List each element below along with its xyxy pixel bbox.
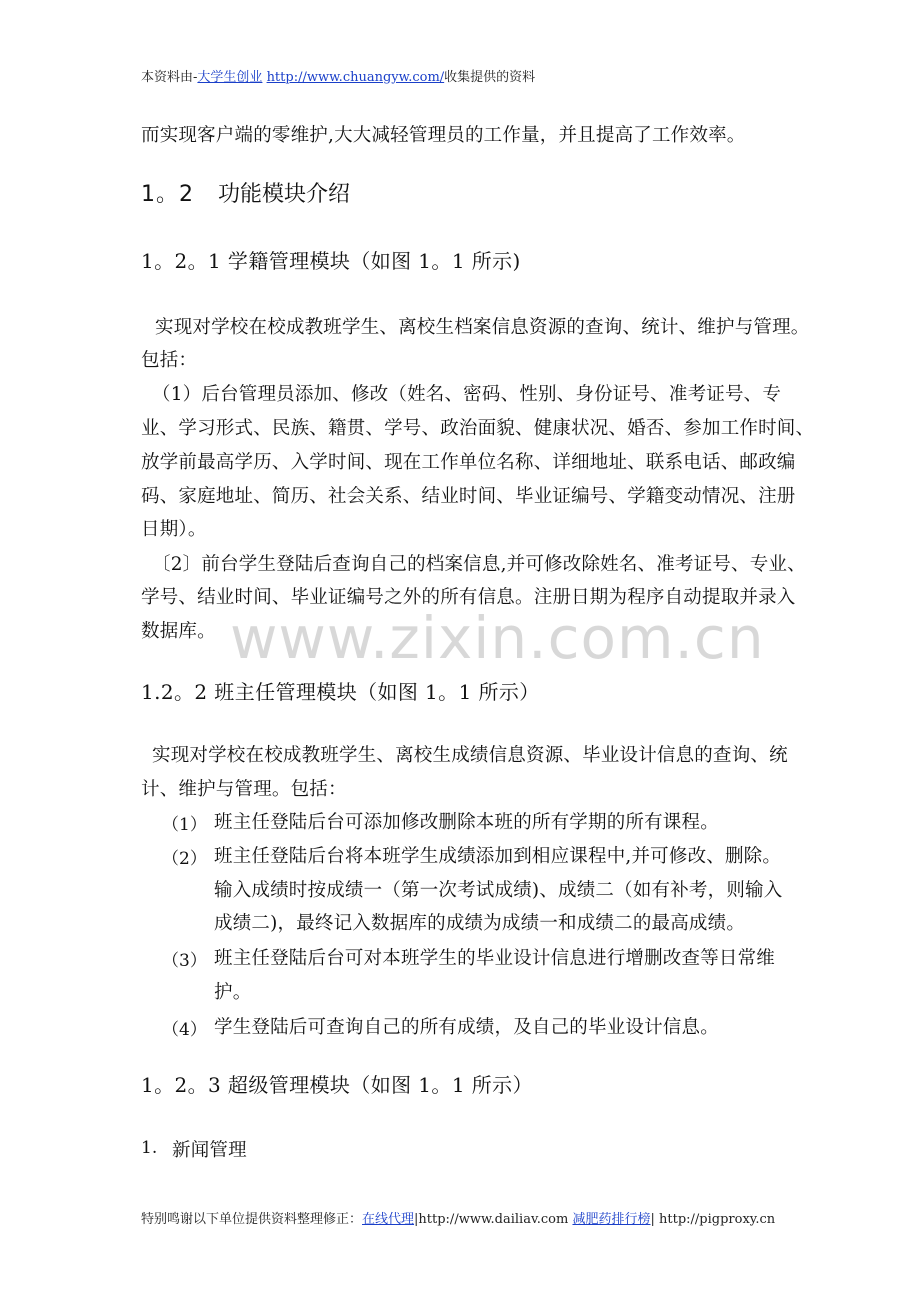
watermark-text: www.zixin.com.cn [230,604,765,672]
section-number: 1。2 [141,182,194,207]
subsection-heading-1-2-3: 1。2。3 超级管理模块（如图 1。1 所示） [141,1073,533,1097]
header-link-daxuesheng[interactable]: 大学生创业 [197,70,263,85]
list-item-text: 学生登陆后可查询自己的所有成绩，及自己的毕业设计信息。 [214,1017,719,1038]
footer-link-jianfeiyao[interactable]: 减肥药排行榜 [572,1212,651,1227]
section-title: 功能模块介绍 [218,182,351,207]
section-heading-1-2 [141,177,350,208]
item-line: 放学前最高学历、入学时间、现在工作单位名称、详细地址、联系电话、邮政编 [141,452,796,473]
list-item-number: （1） [162,815,207,835]
item-line: 业、学习形式、民族、籍贯、学号、政治面貌、健康状况、婚否、参加工作时间、 [141,418,815,439]
footer-link-zaixiandaili[interactable]: 在线代理 [362,1212,415,1227]
list-item-number: 1. [141,1138,158,1158]
footer-text: | http://pigproxy.cn [650,1212,776,1227]
list-item-text: 成绩二)，最终记入数据库的成绩为成绩一和成绩二的最高成绩。 [214,913,746,934]
page-footer [141,1208,775,1227]
footer-text: |http://www.dailiav.com [414,1212,573,1227]
item-line: （1）后台管理员添加、修改（姓名、密码、性别、身份证号、准考证号、专 [152,384,782,405]
subsection-heading-1-2-1: 1。2。1 学籍管理模块（如图 1。1 所示) [141,249,521,273]
intro-line: 而实现客户端的零维护,大大减轻管理员的工作量，并且提高了工作效率。 [141,125,746,146]
para-line: 计、维护与管理。包括： [141,779,347,800]
subsection-heading-1-2-2: 1.2。2 班主任管理模块（如图 1。1 所示） [141,680,540,704]
item-line: 日期）。 [141,519,207,540]
list-item-text: 输入成绩时按成绩一（第一次考试成绩)、成绩二（如有补考，则输入 [214,880,783,901]
list-item-text: 班主任登陆后台将本班学生成绩添加到相应课程中,并可修改、删除。 [214,846,782,867]
header-suffix: 收集提供的资料 [444,70,536,85]
para-line: 实现对学校在校成教班学生、离校生成绩信息资源、毕业设计信息的查询、统 [152,745,788,766]
header-prefix: 本资料由- [141,70,198,85]
list-item-number: （3） [162,951,207,971]
list-item-text: 新闻管理 [172,1140,247,1161]
para-line: 包括： [141,350,198,371]
item-line: 数据库。 [141,621,216,642]
list-item-text: 班主任登陆后台可对本班学生的毕业设计信息进行增删改查等日常维 [214,948,776,969]
list-item-number: （4） [162,1020,207,1040]
item-line: 〔2〕前台学生登陆后查询自己的档案信息,并可修改除姓名、准考证号、专业、 [152,554,806,575]
list-item-text: 护。 [214,982,252,1003]
page-header [141,66,535,85]
list-item-number: （2） [162,849,207,869]
header-link-url[interactable]: http://www.chuangyw.com/ [266,70,445,85]
list-item-text: 班主任登陆后台可添加修改删除本班的所有学期的所有课程。 [214,812,719,833]
footer-prefix: 特别鸣谢以下单位提供资料整理修正： [141,1212,363,1227]
item-line: 码、家庭地址、简历、社会关系、结业时间、毕业证编号、学籍变动情况、注册 [141,486,796,507]
para-line: 实现对学校在校成教班学生、离校生档案信息资源的查询、统计、维护与管理。 [155,317,810,338]
item-line: 学号、结业时间、毕业证编号之外的所有信息。注册日期为程序自动提取并录入 [141,587,796,608]
